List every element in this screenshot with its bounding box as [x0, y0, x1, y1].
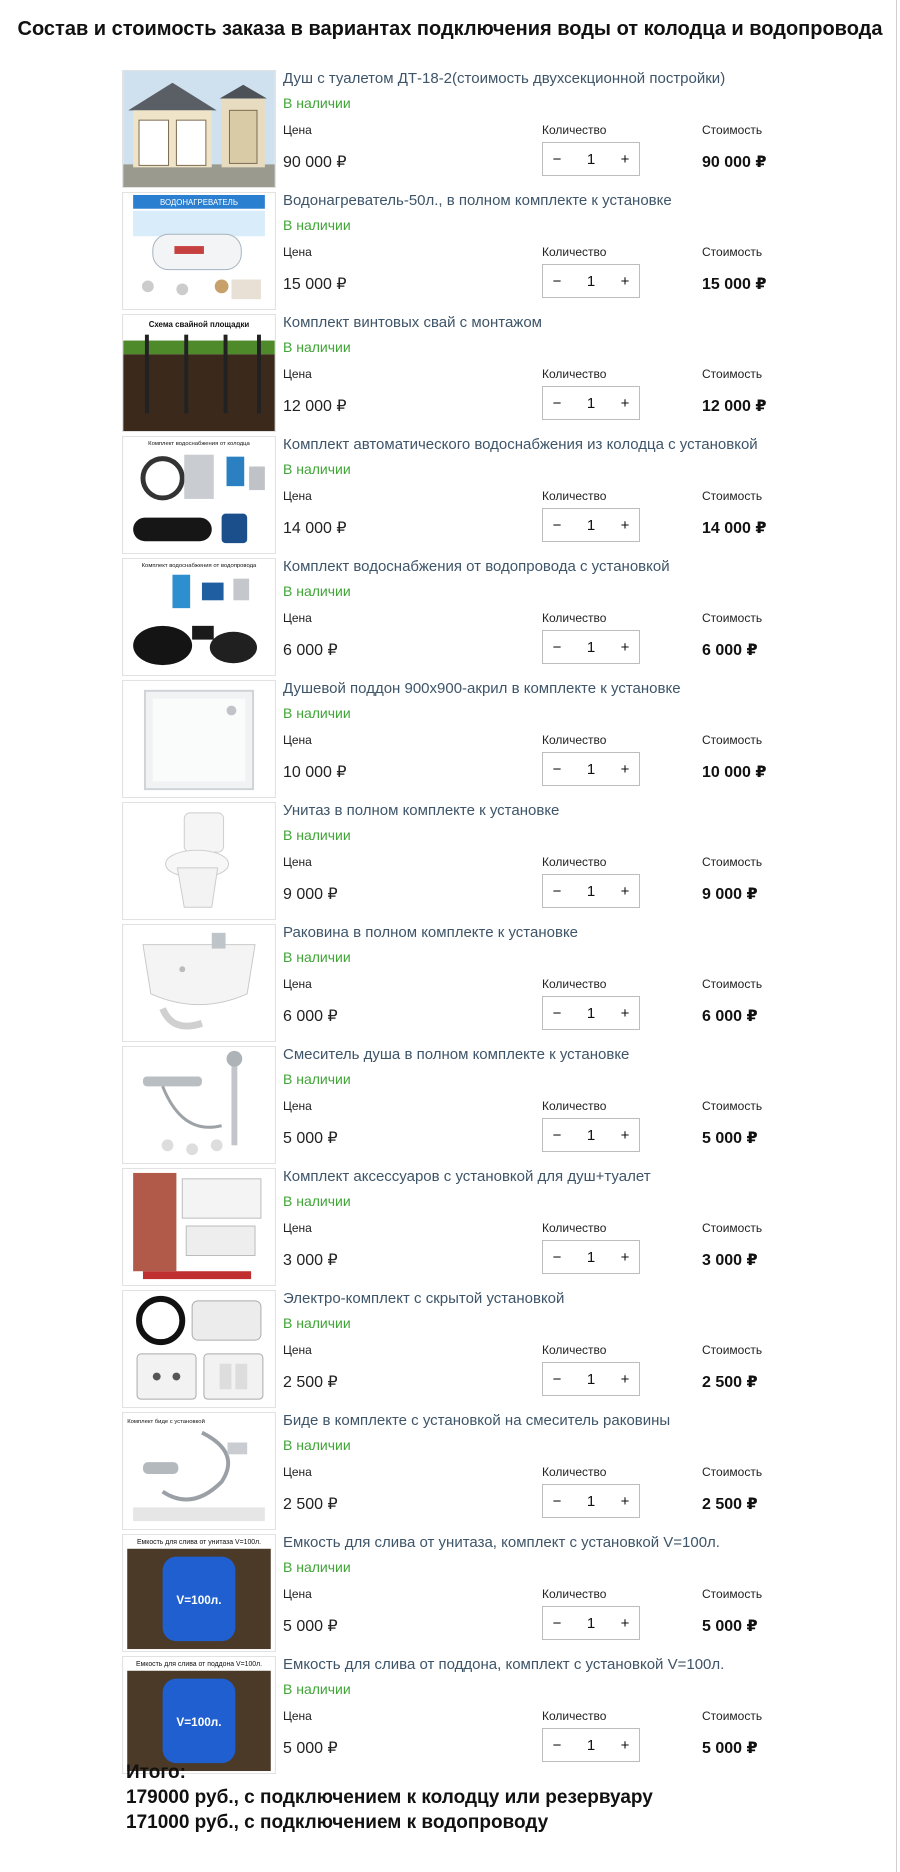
quantity-stepper — [542, 1118, 640, 1152]
item-cost: 12 000 ₽ — [702, 398, 767, 415]
decrement-button[interactable]: − — [552, 638, 562, 656]
item-cost: 3 000 ₽ — [702, 1252, 758, 1269]
price-label: Цена — [283, 1343, 312, 1357]
increment-button[interactable]: + — [620, 1736, 630, 1754]
item-cost: 6 000 ₽ — [702, 1008, 758, 1025]
stock-status: В наличии — [283, 827, 351, 843]
item-cost: 2 500 ₽ — [702, 1496, 758, 1513]
increment-button[interactable]: + — [620, 638, 630, 656]
stock-status: В наличии — [283, 1193, 351, 1209]
decrement-button[interactable]: − — [552, 516, 562, 534]
increment-button[interactable]: + — [620, 394, 630, 412]
stock-status: В наличии — [283, 1437, 351, 1453]
quantity-value[interactable]: 1 — [586, 1736, 596, 1754]
decrement-button[interactable]: − — [552, 1370, 562, 1388]
item-name[interactable]: Комплект водоснабжения от водопровода с установкой — [283, 558, 670, 575]
increment-button[interactable]: + — [620, 1126, 630, 1144]
cost-label: Стоимость — [702, 1465, 763, 1479]
price-label: Цена — [283, 1099, 312, 1113]
quantity-stepper — [542, 752, 640, 786]
item-name[interactable]: Водонагреватель-50л., в полном комплекте к установке — [283, 192, 672, 209]
item-price: 2 500 ₽ — [283, 1496, 338, 1513]
increment-button[interactable]: + — [620, 882, 630, 900]
item-cost: 5 000 ₽ — [702, 1740, 758, 1757]
item-price: 10 000 ₽ — [283, 764, 347, 781]
order-item — [122, 1410, 782, 1532]
tank-volume-label: V=100л. — [176, 1715, 222, 1729]
order-item — [122, 1654, 782, 1776]
stock-status: В наличии — [283, 705, 351, 721]
stock-status: В наличии — [283, 949, 351, 965]
total-mains-option: 171000 руб., с подключением к водопроводу — [126, 1812, 549, 1833]
increment-button[interactable]: + — [620, 1614, 630, 1632]
decrement-button[interactable]: − — [552, 1736, 562, 1754]
item-name[interactable]: Емкость для слива от поддона, комплект с установкой V=100л. — [283, 1656, 725, 1673]
order-item — [122, 678, 782, 800]
order-item — [122, 434, 782, 556]
cost-label: Стоимость — [702, 855, 763, 869]
increment-button[interactable]: + — [620, 150, 630, 168]
thumb-caption: ВОДОНАГРЕВАТЕЛЬ — [160, 197, 238, 207]
quantity-stepper — [542, 996, 640, 1030]
quantity-label: Количество — [542, 367, 607, 381]
quantity-value[interactable]: 1 — [586, 516, 596, 534]
quantity-stepper — [542, 264, 640, 298]
item-price: 5 000 ₽ — [283, 1740, 338, 1757]
quantity-value[interactable]: 1 — [586, 1492, 596, 1510]
increment-button[interactable]: + — [620, 760, 630, 778]
quantity-value[interactable]: 1 — [586, 1248, 596, 1266]
order-item — [122, 190, 782, 312]
item-name[interactable]: Комплект аксессуаров с установкой для душ+туалет — [283, 1168, 651, 1185]
cost-label: Стоимость — [702, 123, 763, 137]
decrement-button[interactable]: − — [552, 272, 562, 290]
item-name[interactable]: Унитаз в полном комплекте к установке — [283, 802, 560, 819]
item-image-washbasin[interactable] — [122, 924, 276, 1042]
order-total — [126, 1760, 653, 1835]
cost-label: Стоимость — [702, 1709, 763, 1723]
decrement-button[interactable]: − — [552, 1492, 562, 1510]
item-image-shower-mixer[interactable] — [122, 1046, 276, 1164]
quantity-value[interactable]: 1 — [586, 1614, 596, 1632]
item-cost: 15 000 ₽ — [702, 276, 767, 293]
item-image-well-water-kit[interactable] — [122, 436, 276, 554]
cost-label: Стоимость — [702, 489, 763, 503]
stock-status: В наличии — [283, 1071, 351, 1087]
thumb-caption: Комплект водоснабжения от водопровода — [141, 562, 257, 569]
quantity-stepper — [542, 630, 640, 664]
total-heading: Итого: — [126, 1762, 186, 1783]
quantity-label: Количество — [542, 1709, 607, 1723]
cost-label: Стоимость — [702, 611, 763, 625]
item-image-accessories[interactable] — [122, 1168, 276, 1286]
item-price: 5 000 ₽ — [283, 1618, 338, 1635]
quantity-value[interactable]: 1 — [586, 1004, 596, 1022]
quantity-label: Количество — [542, 123, 607, 137]
stock-status: В наличии — [283, 339, 351, 355]
order-item — [122, 1288, 782, 1410]
price-label: Цена — [283, 245, 312, 259]
stock-status: В наличии — [283, 1681, 351, 1697]
cost-label: Стоимость — [702, 733, 763, 747]
item-price: 15 000 ₽ — [283, 276, 347, 293]
quantity-stepper — [542, 1240, 640, 1274]
quantity-label: Количество — [542, 855, 607, 869]
order-item — [122, 68, 782, 190]
price-label: Цена — [283, 611, 312, 625]
stock-status: В наличии — [283, 217, 351, 233]
increment-button[interactable]: + — [620, 516, 630, 534]
item-image-shower-tray[interactable] — [122, 680, 276, 798]
quantity-value[interactable]: 1 — [586, 150, 596, 168]
order-item — [122, 800, 782, 922]
item-price: 12 000 ₽ — [283, 398, 347, 415]
item-price: 6 000 ₽ — [283, 1008, 338, 1025]
thumb-caption: Комплект водоснабжения от колодца — [148, 440, 250, 447]
item-image-drain-tank-toilet[interactable] — [122, 1534, 276, 1652]
stock-status: В наличии — [283, 95, 351, 111]
quantity-label: Количество — [542, 1587, 607, 1601]
price-label: Цена — [283, 489, 312, 503]
order-item — [122, 312, 782, 434]
quantity-label: Количество — [542, 611, 607, 625]
item-cost: 10 000 ₽ — [702, 764, 767, 781]
item-cost: 2 500 ₽ — [702, 1374, 758, 1391]
order-item — [122, 556, 782, 678]
item-cost: 90 000 ₽ — [702, 154, 767, 171]
item-name[interactable]: Комплект винтовых свай с монтажом — [283, 314, 542, 331]
item-name[interactable]: Емкость для слива от унитаза, комплект с установкой V=100л. — [283, 1534, 720, 1551]
item-name[interactable]: Электро-комплект с скрытой установкой — [283, 1290, 565, 1307]
quantity-label: Количество — [542, 245, 607, 259]
item-cost: 14 000 ₽ — [702, 520, 767, 537]
quantity-stepper — [542, 874, 640, 908]
stock-status: В наличии — [283, 1315, 351, 1331]
price-label: Цена — [283, 733, 312, 747]
increment-button[interactable]: + — [620, 272, 630, 290]
tank-volume-label: V=100л. — [176, 1593, 222, 1607]
decrement-button[interactable]: − — [552, 394, 562, 412]
item-price: 90 000 ₽ — [283, 154, 347, 171]
item-cost: 5 000 ₽ — [702, 1618, 758, 1635]
quantity-stepper — [542, 1484, 640, 1518]
item-price: 5 000 ₽ — [283, 1130, 338, 1147]
quantity-label: Количество — [542, 1343, 607, 1357]
increment-button[interactable]: + — [620, 1248, 630, 1266]
quantity-value[interactable]: 1 — [586, 1126, 596, 1144]
quantity-stepper — [542, 1362, 640, 1396]
quantity-stepper — [542, 508, 640, 542]
total-well-option: 179000 руб., с подключением к колодцу или резервуару — [126, 1787, 653, 1808]
price-label: Цена — [283, 1709, 312, 1723]
decrement-button[interactable]: − — [552, 1614, 562, 1632]
price-label: Цена — [283, 1221, 312, 1235]
quantity-label: Количество — [542, 1465, 607, 1479]
cost-label: Стоимость — [702, 1343, 763, 1357]
increment-button[interactable]: + — [620, 1004, 630, 1022]
item-name[interactable]: Биде в комплекте с установкой на смеситель раковины — [283, 1412, 671, 1429]
item-image-shower-toilet[interactable] — [122, 70, 276, 188]
item-cost: 9 000 ₽ — [702, 886, 758, 903]
item-name[interactable]: Смеситель душа в полном комплекте к установке — [283, 1046, 630, 1063]
order-list — [122, 68, 782, 1776]
quantity-label: Количество — [542, 1099, 607, 1113]
quantity-stepper — [542, 1728, 640, 1762]
page-edge-divider — [896, 0, 897, 1872]
quantity-label: Количество — [542, 733, 607, 747]
stock-status: В наличии — [283, 461, 351, 477]
decrement-button[interactable]: − — [552, 1248, 562, 1266]
order-item — [122, 922, 782, 1044]
order-item — [122, 1532, 782, 1654]
decrement-button[interactable]: − — [552, 1126, 562, 1144]
decrement-button[interactable]: − — [552, 1004, 562, 1022]
cost-label: Стоимость — [702, 1099, 763, 1113]
item-price: 3 000 ₽ — [283, 1252, 338, 1269]
cost-label: Стоимость — [702, 977, 763, 991]
increment-button[interactable]: + — [620, 1492, 630, 1510]
item-image-water-heater[interactable] — [122, 192, 276, 310]
cost-label: Стоимость — [702, 367, 763, 381]
quantity-value[interactable]: 1 — [586, 882, 596, 900]
quantity-value[interactable]: 1 — [586, 760, 596, 778]
cost-label: Стоимость — [702, 1587, 763, 1601]
item-price: 9 000 ₽ — [283, 886, 338, 903]
order-item — [122, 1044, 782, 1166]
stock-status: В наличии — [283, 583, 351, 599]
item-cost: 5 000 ₽ — [702, 1130, 758, 1147]
quantity-value[interactable]: 1 — [586, 272, 596, 290]
item-image-drain-tank-tray[interactable] — [122, 1656, 276, 1774]
item-name[interactable]: Комплект автоматического водоснабжения из колодца с установкой — [283, 436, 758, 453]
quantity-stepper — [542, 1606, 640, 1640]
page-title: Состав и стоимость заказа в вариантах подключения воды от колодца и водопровода — [17, 18, 883, 40]
decrement-button[interactable]: − — [552, 882, 562, 900]
item-name[interactable]: Душ с туалетом ДТ-18-2(стоимость двухсекционной постройки) — [283, 70, 726, 87]
thumb-caption: Схема свайной площадки — [148, 319, 250, 329]
item-image-mains-water-kit[interactable] — [122, 558, 276, 676]
quantity-value[interactable]: 1 — [586, 1370, 596, 1388]
thumb-caption: Комплект биде с установкой — [127, 1418, 205, 1425]
decrement-button[interactable]: − — [552, 150, 562, 168]
price-label: Цена — [283, 977, 312, 991]
thumb-caption: Емкость для слива от унитаза V=100л. — [136, 1538, 262, 1546]
item-cost: 6 000 ₽ — [702, 642, 758, 659]
quantity-value[interactable]: 1 — [586, 394, 596, 412]
quantity-stepper — [542, 142, 640, 176]
price-label: Цена — [283, 855, 312, 869]
item-image-electric-kit[interactable] — [122, 1290, 276, 1408]
stock-status: В наличии — [283, 1559, 351, 1575]
item-price: 14 000 ₽ — [283, 520, 347, 537]
quantity-label: Количество — [542, 1221, 607, 1235]
item-image-screw-piles[interactable] — [122, 314, 276, 432]
quantity-value[interactable]: 1 — [586, 638, 596, 656]
item-price: 2 500 ₽ — [283, 1374, 338, 1391]
cost-label: Стоимость — [702, 1221, 763, 1235]
item-price: 6 000 ₽ — [283, 642, 338, 659]
item-name[interactable]: Душевой поддон 900х900-акрил в комплекте к установке — [283, 680, 681, 697]
item-name[interactable]: Раковина в полном комплекте к установке — [283, 924, 579, 941]
price-label: Цена — [283, 1465, 312, 1479]
quantity-label: Количество — [542, 489, 607, 503]
item-image-bidet[interactable] — [122, 1412, 276, 1530]
price-label: Цена — [283, 1587, 312, 1601]
price-label: Цена — [283, 123, 312, 137]
cost-label: Стоимость — [702, 245, 763, 259]
item-image-toilet[interactable] — [122, 802, 276, 920]
order-item — [122, 1166, 782, 1288]
quantity-stepper — [542, 386, 640, 420]
thumb-caption: Емкость для слива от поддона V=100л. — [135, 1660, 263, 1668]
increment-button[interactable]: + — [620, 1370, 630, 1388]
price-label: Цена — [283, 367, 312, 381]
quantity-label: Количество — [542, 977, 607, 991]
decrement-button[interactable]: − — [552, 760, 562, 778]
